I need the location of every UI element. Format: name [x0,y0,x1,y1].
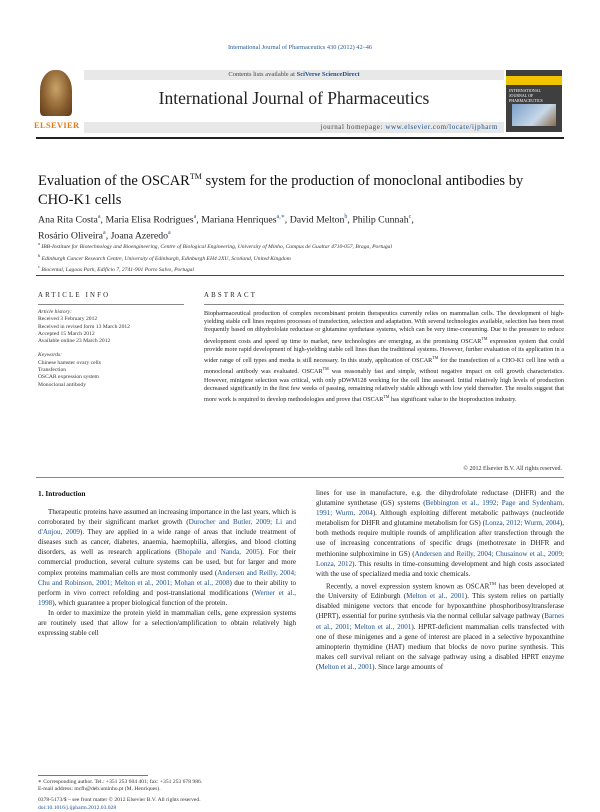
author-name[interactable]: Mariana Henriques [201,214,277,226]
author-name[interactable]: Rosário Oliveira [38,230,104,242]
cover-image [512,104,556,126]
text-run: lines for use in manufacture, e.g. the dihydrofolate reductase (DHFR) and the glutamine synthetase (GS) systems ( [316,489,564,508]
keyword-item: Monoclonal antibody [38,381,87,388]
header-divider [36,137,564,139]
corresponding-author: ∗ Corresponding author. Tel.: +351 253 604 401; fax: +351 253 678 986. [38,779,203,785]
journal-reference[interactable]: International Journal of Pharmaceutics 430 (2012) 42–46 [227,44,373,51]
abstract-part: expression system that could provide more rapid development of high-yielding stable cell lines than the traditional systems. However, further evaluation of its application in a wider range of cell types and media is still necessary. In this study, application of OSCAR [204,337,564,365]
issn-line: 0378-5173/$ – see front matter © 2012 Elsevier B.V. All rights reserved. [38,797,201,803]
citation-link[interactable]: Werner et al., 1998 [38,588,297,607]
author-name[interactable]: Maria Elisa Rodrigues [105,214,194,226]
title-part: Evaluation of the OSCAR [38,172,190,189]
text-run: Therapeutic proteins have assumed an increasing importance in the last years, which is corroborated by their significant market growth ( [38,508,296,527]
trademark-mark: TM [383,394,390,400]
body-column-left [38,507,296,638]
text-run: ). Since large amounts of [372,662,444,671]
text-run: ). Although exploiting different metabolic pathways (nucleotide metabolism for DHFR and glutamine metabolism for GS) ( [316,509,564,528]
affiliation-text: Biocental, Lagoas Park, Edifício 7, 2741-901 Porto Salvo, Portugal [41,267,194,274]
cover-band [506,76,562,85]
affiliation-text: IBB-Institute for Biotechnology and Bioengineering, Centre of Biological Engineering, University of Minho, Campus de Gualtar 4710-057, Braga, Portugal [41,243,393,250]
text-run: ). For their commercial production, several culture systems can be used, but for larger and more complex proteins mammalian cells are most commonly used ( [38,548,296,577]
citation-link[interactable]: Bebbington et al., 1992; Page and Sydenham, 1991; Wurm, 2004 [316,499,564,518]
affiliation-item [38,263,562,275]
citation-link[interactable]: Andersen and Reilly, 2004; Chu and Robinson, 2001; Melton et al., 2001; Mohan et al., 2008 [38,568,296,587]
paragraph [316,488,564,579]
history-item: Accepted 15 March 2012 [38,330,95,337]
affiliations [38,240,562,275]
keyword-item: OSCAR expression system [38,374,99,381]
author-name[interactable]: Ana Rita Costa [38,214,98,226]
elsevier-logo [34,70,80,132]
citation-link[interactable]: Melton et al., 2001 [318,662,373,671]
history-item: Received in revised form 13 March 2012 [38,323,130,330]
trademark-mark: TM [481,335,488,341]
contents-prefix: Contents lists available at [228,71,297,78]
author-affiliation-mark[interactable]: a [168,229,171,236]
homepage-prefix: journal homepage: [320,123,386,131]
article-info-rule [38,304,184,305]
keyword-item: Chinese hamster ovary cells [38,359,101,366]
affiliation-item [38,240,562,252]
affiliation-mark: c [38,264,40,270]
trademark-mark: TM [489,580,497,586]
abstract-part: was reasonably fast and simple, without negative impact on cell growth characteristics. However, minigene selection was critical, with only pDWM128 working for the cell line assessed. Initial relatively high levels of production decreased significantly in the first few weeks of passing, remaining relatively stable although with low yield thereafter. The results suggest that more work is required to develop methodologies and prove that OSCAR [204,368,564,404]
text-run: Recently, a novel expression system known as OSCAR [326,582,490,591]
citation-link[interactable]: Lonza, 2012; Wurm, 2004 [484,519,560,528]
section-heading: 1. Introduction [38,489,86,498]
author-affiliation-mark[interactable]: c [408,214,412,220]
author-name[interactable]: Joana Azeredo [110,230,169,242]
paragraph: In order to maximize the protein yield in mammalian cells, gene expression systems are routinely used that allow for a selection/amplification to obtain relatively high expressing stable cell [38,608,296,638]
citation-link[interactable]: Melton et al., 2001 [406,592,465,601]
affiliation-text: Edinburgh Cancer Research Centre, University of Edinburgh, Edinburgh EH4 2XU, Scotland, United Kingdom [41,255,291,262]
paragraph [38,507,296,608]
abstract-part: Biopharmaceutical production of complex recombinant protein therapeutics currently relies on mammalian cells. The development of high-yielding stable cell lines requires processes of transfection, selection and adaptation. With several technologies available, selection has been most frequently based on dihydrofolate reductase or glutamine synthetase systems, which can be very time-consuming. Due to the pressure to reduce development costs and speed up time to market, new technologies are emerging, as the promising OSCAR [204,310,564,345]
paragraph [316,579,564,672]
citation-link[interactable]: Durocher and Butler, 2009; Li and d'Anjou, 2009 [38,518,296,537]
affiliation-mark: a [38,241,40,246]
abstract-part: for the transfection of a CHO-K1 cell line with a monoclonal antibody was evaluated. OSCAR [204,357,564,376]
author-affiliation-mark[interactable]: a [193,214,197,220]
affiliation-item [38,252,562,264]
title-part: system for the production of monoclonal antibodies by CHO-K1 cells [38,172,524,208]
abstract-text [204,310,564,404]
author-affiliation-mark[interactable]: b [344,214,348,220]
section-divider [36,477,564,478]
text-run: ), which guarantee a proper biological function of the protein. [52,598,228,607]
contents-line [84,70,504,80]
author-name[interactable]: Philip Cunnah [352,214,409,226]
copyright: © 2012 Elsevier B.V. All rights reserved. [463,466,562,472]
homepage-line [84,122,504,133]
issn-doi [38,797,296,812]
trademark-mark: TM [432,355,439,361]
body-column-right [316,488,564,672]
article-info-heading: ARTICLE INFO [38,292,111,299]
section-divider [36,275,564,276]
author-affiliation-mark[interactable]: a,∗ [276,214,285,220]
abstract-part: has significant value to the bioproduction industry. [389,396,517,404]
homepage-link[interactable]: www.elsevier.com/locate/ijpharm [385,123,498,131]
history-item: Available online 23 March 2012 [38,338,111,345]
cover-title: INTERNATIONAL JOURNAL OF PHARMACEUTICS [509,88,543,103]
trademark-mark: TM [322,366,329,372]
keywords-label: Keywords: [38,352,63,359]
footnote [38,779,296,794]
text-run: ). This system relies on partially disabled minigene vectors that encode for hypoxanthine phosphoribosyltransferase (HPRT), essential for purine synthesis via the normal cellular salvage pathway ( [316,592,564,621]
history-item: Received 3 February 2012 [38,316,98,323]
sciencedirect-link[interactable]: SciVerse ScienceDirect [296,71,360,78]
affiliation-mark: b [38,252,41,258]
abstract-heading: ABSTRACT [204,292,258,299]
abstract-rule [204,304,564,305]
keyword-item: Transfection [38,367,67,374]
tree-icon [40,70,72,116]
citation-link[interactable]: Andersen and Reilly, 2004; Chusainow et al., 2009; Lonza, 2012 [316,549,564,568]
text-run: ). This results in time-consuming development and high costs associated with the use of specialized media and toxic chemicals. [316,559,564,578]
text-run: has been developed at the University of Edinburgh ( [316,582,565,601]
text-run: ) due to their ability to perform in vivo correct refolding and post-translational modifications ( [38,578,296,597]
email-address[interactable]: E-mail address: mcfh@deb.uminho.pt (M. Henriques). [38,786,161,793]
journal-title: International Journal of Pharmaceutics [158,88,430,108]
history-label: Article history: [38,309,73,315]
trademark-mark: TM [189,172,202,181]
author-affiliation-mark[interactable]: a [97,214,101,220]
spacer [38,345,184,352]
citation-link[interactable]: Bhopale and Nanda, 2005 [177,548,260,557]
text-run: ), both methods require multiple rounds of amplification after transfection through the use of increasing concentrations of specific drugs (methotrexate in DHFR and methionine sulphoximine in GS) ( [316,519,564,558]
doi-link[interactable]: doi:10.1016/j.ijpharm.2012.03.028 [38,804,117,811]
article-title [38,167,562,210]
citation-link[interactable]: Barnes et al., 2001; Melton et al., 2001 [316,612,564,631]
author-list: Ana Rita Costa$^a$, Maria Elisa Rodrigues$^a$, Mariana Henriques$^{a,∗}$, David Melton$^b$, Philip Cunnah$^c$, Rosário Oliveira$^a$, Joana Azeredo$^a$ [38,214,414,242]
text-run: ). HPRT-deficient mammalian cells transfected with one of these minigenes and a gene of interest are placed in a selective hypoxanthine aminopterin thymidine (HAT) medium that blocks de novo purine synthesis. This makes cell survival reliant on the salvage pathway using a disabled HPRT enzyme ( [316,622,564,671]
footnote-rule [38,775,148,776]
text-run: ). They are applied in a wide range of areas that include treatment of diseases such as cancer, diabetes, anaemia, haemophilia, allergies, and blood clotting disorders, as well as research applications ( [38,528,296,557]
author-name[interactable]: David Melton [289,214,345,226]
author-affiliation-mark[interactable]: a [103,229,106,236]
article-info [38,309,184,389]
journal-cover [506,70,562,132]
publisher-name: ELSEVIER [34,120,80,130]
